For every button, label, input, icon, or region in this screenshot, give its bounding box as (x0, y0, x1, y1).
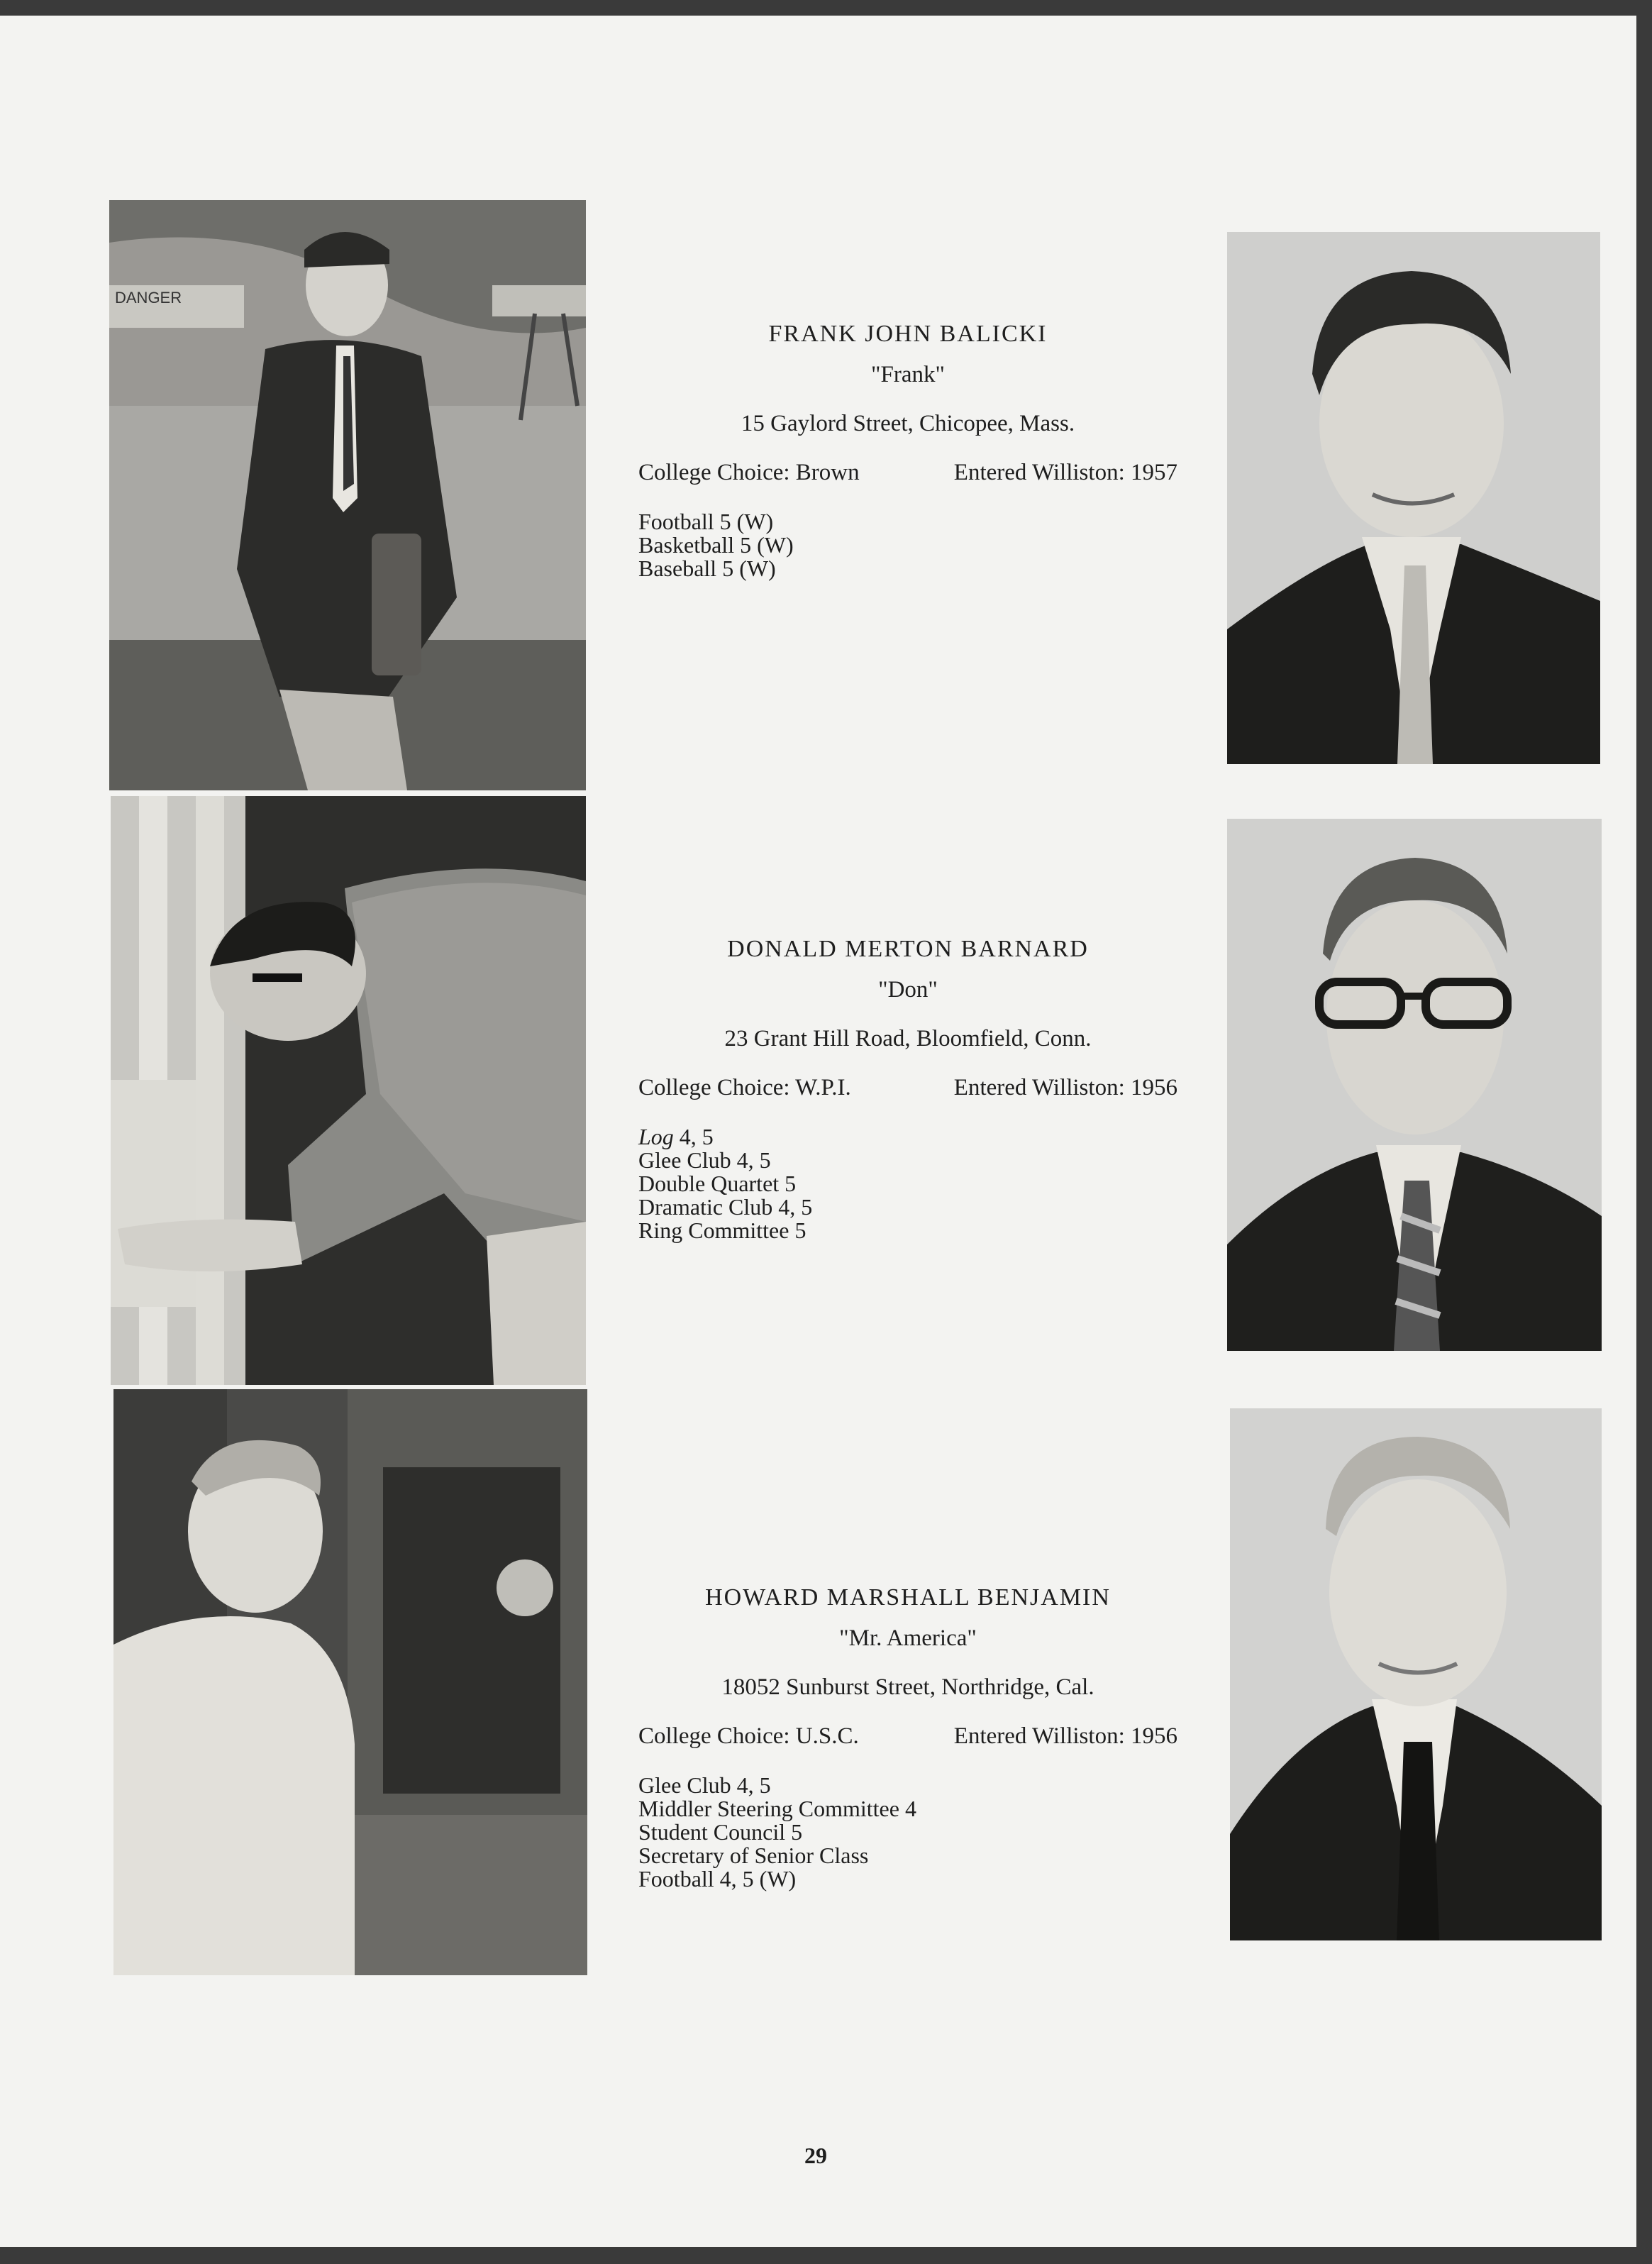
activity-item: Secretary of Senior Class (638, 1843, 869, 1868)
student-nickname: "Frank" (871, 362, 945, 387)
entered-year: Entered Williston: 1956 (953, 1075, 1177, 1100)
college-choice: College Choice: W.P.I. (638, 1075, 851, 1100)
entry-barnard (638, 936, 1177, 1242)
log-years: 4, 5 (673, 1124, 714, 1149)
candid-photo-barnard (111, 796, 586, 1385)
yearbook-page (0, 16, 1636, 2247)
college-choice-row (638, 1723, 1177, 1750)
portrait-balicki (1227, 232, 1600, 764)
entered-year: Entered Williston: 1957 (953, 460, 1177, 485)
entry-balicki (638, 321, 1177, 580)
college-choice: College Choice: Brown (638, 460, 860, 485)
activity-item: Student Council 5 (638, 1819, 803, 1845)
student-name: DONALD MERTON BARNARD (727, 936, 1089, 962)
activities-list (638, 510, 1177, 580)
student-nickname: "Mr. America" (839, 1625, 977, 1651)
activities-list (638, 1125, 1177, 1242)
activity-item: Baseball 5 (W) (638, 556, 776, 581)
danger-sign-text: DANGER (115, 289, 182, 307)
activity-item: Middler Steering Committee 4 (638, 1796, 916, 1821)
candid-photo-balicki (109, 200, 586, 790)
activity-item: Football 4, 5 (W) (638, 1866, 797, 1892)
page-number: 29 (804, 2143, 827, 2168)
activity-item: Basketball 5 (W) (638, 532, 794, 558)
student-nickname: "Don" (878, 977, 938, 1003)
activity-item: Dramatic Club 4, 5 (638, 1194, 813, 1220)
student-name: FRANK JOHN BALICKI (768, 321, 1048, 347)
activities-list (638, 1774, 1177, 1891)
college-choice-row (638, 460, 1177, 486)
log-italic: Log (638, 1124, 674, 1149)
candid-photo-benjamin (113, 1389, 587, 1975)
portrait-benjamin (1230, 1408, 1602, 1940)
activity-item: Ring Committee 5 (638, 1217, 806, 1243)
college-choice: College Choice: U.S.C. (638, 1723, 859, 1749)
activity-item: Glee Club 4, 5 (638, 1772, 771, 1798)
college-choice-row (638, 1075, 1177, 1101)
student-name: HOWARD MARSHALL BENJAMIN (705, 1584, 1111, 1611)
activity-item: Double Quartet 5 (638, 1171, 797, 1196)
student-address: 18052 Sunburst Street, Northridge, Cal. (721, 1674, 1094, 1700)
activity-item: Football 5 (W) (638, 509, 774, 534)
activity-item: Glee Club 4, 5 (638, 1147, 771, 1173)
student-address: 15 Gaylord Street, Chicopee, Mass. (741, 411, 1075, 436)
student-address: 23 Grant Hill Road, Bloomfield, Conn. (724, 1026, 1092, 1051)
portrait-barnard (1227, 819, 1602, 1351)
activity-item (638, 1125, 1177, 1149)
entry-benjamin (638, 1584, 1177, 1891)
entered-year: Entered Williston: 1956 (953, 1723, 1177, 1749)
